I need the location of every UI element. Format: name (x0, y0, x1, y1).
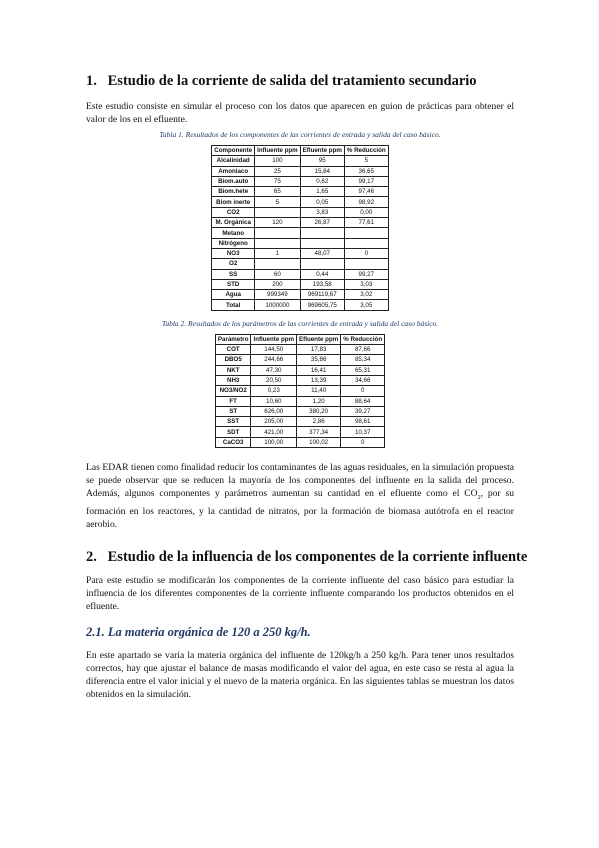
table-cell: 16,41 (297, 365, 341, 375)
table-cell: 1,65 (300, 187, 344, 197)
table-row (215, 355, 384, 365)
table-cell: 65 (255, 187, 301, 197)
table-row (215, 427, 384, 437)
table-row (215, 417, 384, 427)
table-cell: 65,31 (341, 365, 385, 375)
row-label-cell: SDT (215, 427, 251, 437)
table-cell: 193,58 (300, 279, 344, 289)
table-row (212, 238, 388, 248)
table-row (212, 300, 388, 310)
table-cell: 34,66 (341, 375, 385, 385)
row-label-cell: Agua (212, 290, 255, 300)
row-label-cell: DBO5 (215, 355, 251, 365)
table-row (212, 187, 388, 197)
table-row (215, 365, 384, 375)
table-row (212, 218, 388, 228)
table-row (212, 269, 388, 279)
table-cell: 99,17 (344, 176, 388, 186)
table-cell: 87,66 (341, 345, 385, 355)
conclusion-text-a: Las EDAR tienen como finalidad reducir los contaminantes de las aguas residuales, en la simulación propuesta se puede observar que se reducen la mayoría de los componentes del influente en la salida del proceso. Además, algunos componentes y parámetros aumentan su cantidad en el efluente como el CO (86, 462, 514, 500)
table-cell: 77,61 (344, 218, 388, 228)
table-cell: 25 (255, 166, 301, 176)
section1-heading (86, 72, 514, 90)
row-label-cell: Metano (212, 228, 255, 238)
table-cell (300, 238, 344, 248)
table-cell: 20,50 (251, 375, 297, 385)
table-cell: 144,50 (251, 345, 297, 355)
table-cell: 5 (255, 197, 301, 207)
table-cell (255, 259, 301, 269)
section2-intro: Para este estudio se modificarán los componentes de la corriente influente del caso básico para estudiar la influencia de los diferentes componentes de la corriente influente comparando los productos obtenidos en el efluente. (86, 574, 514, 612)
table-cell: 15,84 (300, 166, 344, 176)
table-cell: 969605,75 (300, 300, 344, 310)
table-cell (255, 238, 301, 248)
table-row (215, 437, 384, 447)
table-row (215, 386, 384, 396)
table1-header-row (212, 146, 388, 156)
section1-number: 1. (86, 73, 97, 89)
table-cell: 100,02 (297, 437, 341, 447)
table-cell: 98,61 (341, 417, 385, 427)
table2-header-row (215, 334, 384, 344)
table-cell: 47,30 (251, 365, 297, 375)
table-row (215, 345, 384, 355)
row-label-cell: NH3 (215, 375, 251, 385)
table-cell: 377,34 (297, 427, 341, 437)
table-row (212, 197, 388, 207)
table1-header-cell: Efluente ppm (300, 146, 344, 156)
table-cell: 17,83 (297, 345, 341, 355)
table-cell: 999349 (255, 290, 301, 300)
row-label-cell: Alcalinidad (212, 156, 255, 166)
table-cell: 0,05 (300, 197, 344, 207)
table-cell: 97,46 (344, 187, 388, 197)
table-cell: 13,39 (297, 375, 341, 385)
table-row (212, 228, 388, 238)
table-cell: 98,92 (344, 197, 388, 207)
row-label-cell: CO2 (212, 207, 255, 217)
table-cell: 244,66 (251, 355, 297, 365)
table-cell: 11,40 (297, 386, 341, 396)
table-row (212, 156, 388, 166)
table-cell: 85,34 (341, 355, 385, 365)
table-cell (344, 238, 388, 248)
table-cell: 0 (344, 248, 388, 258)
subsection-2-1-body: En este apartado se varía la materia orgánica del influente de 120kg/h a 250 kg/h. Para tener unos resultados correctos, hay que ajustar el balance de masas modificando el valor del agua, en este caso se resta al agua la diferencia entre el valor inicial y el nuevo de la materia orgánica. En las siguientes tablas se muestran los datos obtenidos en la simulación. (86, 649, 514, 700)
row-label-cell: COT (215, 345, 251, 355)
row-label-cell: Biom inerte (212, 197, 255, 207)
table-cell: 380,20 (297, 406, 341, 416)
table-row (215, 375, 384, 385)
table-cell: 60 (255, 269, 301, 279)
table-cell: 95 (300, 156, 344, 166)
table2-parameters (215, 334, 385, 448)
table-cell: 3,83 (300, 207, 344, 217)
table1-header-cell: Componente (212, 146, 255, 156)
row-label-cell: STD (212, 279, 255, 289)
section2-heading (86, 548, 528, 566)
row-label-cell: ST (215, 406, 251, 416)
table-cell (300, 259, 344, 269)
table-cell (255, 228, 301, 238)
row-label-cell: FT (215, 396, 251, 406)
table-cell: 1 (255, 248, 301, 258)
table-cell: 3,05 (344, 300, 388, 310)
table-row (212, 279, 388, 289)
section1-intro: Este estudio consiste en simular el proceso con los datos que aparecen en guion de prácticas para obtener el valor de los en el efluente. (86, 101, 514, 125)
row-label-cell: Biom.hete (212, 187, 255, 197)
table2-caption: Tabla 2. Resultados de los parámetros de las corrientes de entrada y salida del caso básico. (161, 318, 439, 328)
table1-header-cell: Influente ppm (255, 146, 301, 156)
table-cell: 10,60 (251, 396, 297, 406)
section2-number: 2. (86, 548, 97, 565)
table-cell: 88,64 (341, 396, 385, 406)
row-label-cell: NO3 (212, 248, 255, 258)
table-cell: 26,87 (300, 218, 344, 228)
subsection-2-1-title: 2.1. La materia orgánica de 120 a 250 kg/h. (86, 624, 311, 639)
table-cell: 421,00 (251, 427, 297, 437)
table-row (212, 207, 388, 217)
table-cell: 36,65 (344, 166, 388, 176)
table2-header-cell: Efluente ppm (297, 334, 341, 344)
row-label-cell: Biom.auto (212, 176, 255, 186)
row-label-cell: NO3/NO2 (215, 386, 251, 396)
table-cell (344, 228, 388, 238)
table-row (215, 406, 384, 416)
table-cell: 1,20 (297, 396, 341, 406)
row-label-cell: O2 (212, 259, 255, 269)
table-cell: 969119,67 (300, 290, 344, 300)
table-cell: 35,86 (297, 355, 341, 365)
row-label-cell: SST (215, 417, 251, 427)
table-cell: 100 (255, 156, 301, 166)
row-label-cell: Total (212, 300, 255, 310)
table-cell: 0 (341, 437, 385, 447)
table-cell: 3,02 (344, 290, 388, 300)
table-row (212, 176, 388, 186)
table-cell: 120 (255, 218, 301, 228)
conclusion-text-b: , por su formación en los reactores, y la cantidad de nitratos, por la formación de biomasa autótrofa en el reactor aerobio. (86, 488, 515, 530)
table2-header-cell: Parámetro (215, 334, 251, 344)
row-label-cell: Nitrógeno (212, 238, 255, 248)
table-row (212, 166, 388, 176)
table-cell: 100,00 (251, 437, 297, 447)
table-row (212, 259, 388, 269)
table-cell: 200 (255, 279, 301, 289)
table-cell: 48,07 (300, 248, 344, 258)
table-cell: 0,62 (300, 176, 344, 186)
table1-caption: Tabla 1. Resultados de los componentes de las corrientes de entrada y salida del caso básico. (159, 130, 441, 139)
table-cell: 5 (344, 156, 388, 166)
table-cell: 0 (341, 386, 385, 396)
table-cell: 0,23 (251, 386, 297, 396)
table-cell: 2,86 (297, 417, 341, 427)
section1-conclusion (86, 461, 514, 531)
table1-components (211, 145, 388, 311)
table-cell: 0,44 (300, 269, 344, 279)
table-row (215, 396, 384, 406)
table2-header-cell: Influente ppm (251, 334, 297, 344)
table-cell: 75 (255, 176, 301, 186)
row-label-cell: NKT (215, 365, 251, 375)
table-cell: 626,00 (251, 406, 297, 416)
section2-title: Estudio de la influencia de los componentes de la corriente influente (107, 548, 528, 565)
table-cell: 39,27 (341, 406, 385, 416)
row-label-cell: CaCO3 (215, 437, 251, 447)
conclusion-subscript: 2 (477, 494, 481, 501)
table-cell: 0,00 (344, 207, 388, 217)
table-cell: 1000000 (255, 300, 301, 310)
table-cell: 10,37 (341, 427, 385, 437)
table-row (212, 248, 388, 258)
table2-header-cell: % Reducción (341, 334, 385, 344)
table-cell: 99,27 (344, 269, 388, 279)
table-row (212, 290, 388, 300)
table-cell (255, 207, 301, 217)
row-label-cell: M. Orgánica (212, 218, 255, 228)
table1-header-cell: % Reducción (344, 146, 388, 156)
row-label-cell: Amoniaco (212, 166, 255, 176)
section1-title: Estudio de la corriente de salida del tratamiento secundario (107, 73, 477, 89)
table-cell: 205,00 (251, 417, 297, 427)
table-cell (300, 228, 344, 238)
table-cell (344, 259, 388, 269)
row-label-cell: SS (212, 269, 255, 279)
table-cell: 3,03 (344, 279, 388, 289)
document-content (86, 72, 528, 701)
